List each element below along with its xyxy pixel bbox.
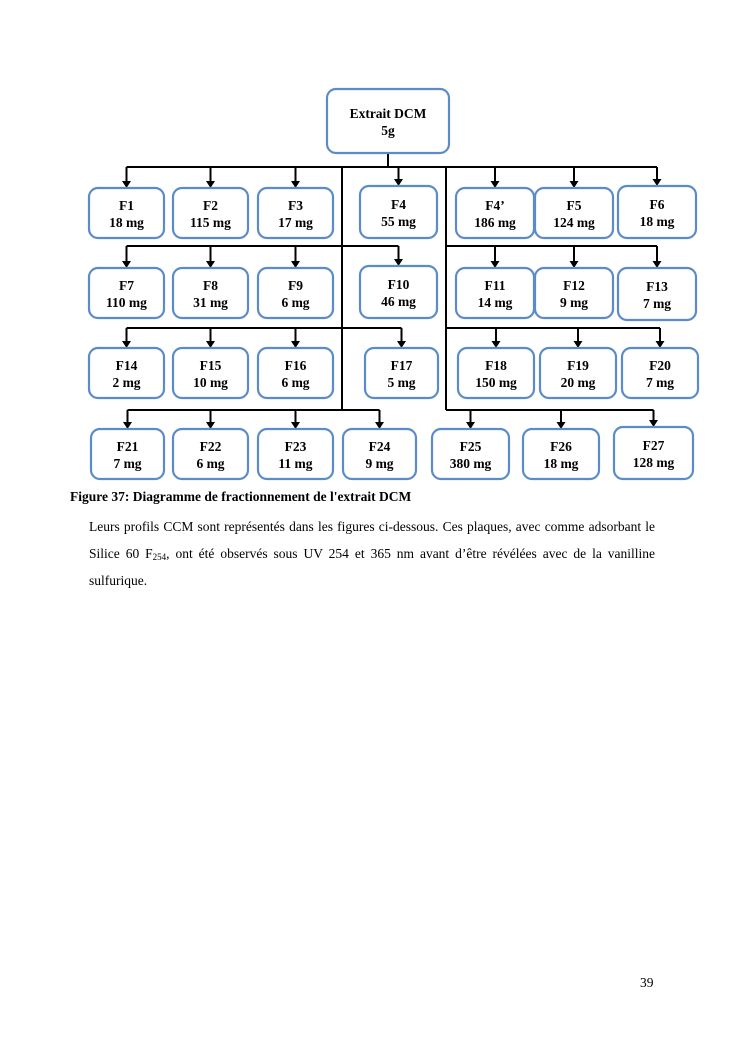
node-amount: 6 mg (281, 375, 310, 390)
node-f10 (360, 266, 437, 318)
node-label: F8 (203, 278, 218, 293)
node-f25 (432, 429, 509, 479)
node-label: F4’ (485, 198, 505, 213)
node-box (622, 348, 698, 398)
node-amount: 17 mg (278, 215, 313, 230)
node-box (540, 348, 616, 398)
node-f15 (173, 348, 248, 398)
node-label: F24 (368, 439, 391, 454)
node-label: F15 (199, 358, 222, 373)
node-label: F21 (116, 439, 139, 454)
node-label: F2 (203, 198, 218, 213)
node-f3 (258, 188, 333, 238)
node-amount: 11 mg (278, 456, 313, 471)
node-box (360, 186, 437, 238)
node-f22 (173, 429, 248, 479)
node-amount: 2 mg (112, 375, 141, 390)
paragraph-text-part1: Leurs profils CCM sont représentés dans les figures ci-dessous. Ces plaques, avec comme adsorbant le Silice 60 F (89, 519, 655, 561)
node-box (258, 188, 333, 238)
node-box (258, 268, 333, 318)
node-amount: 380 mg (449, 456, 492, 471)
node-f17 (365, 348, 438, 398)
paragraph-text-part2: , ont été observés sous UV 254 et 365 nm avant d’être révélées avec de la vanilline sulfurique. (89, 546, 655, 588)
node-box (360, 266, 437, 318)
node-label: F14 (115, 358, 138, 373)
node-f6 (618, 186, 696, 238)
node-amount: 20 mg (560, 375, 596, 390)
node-amount: 128 mg (632, 455, 675, 470)
node-box (327, 89, 449, 153)
node-f12 (535, 268, 613, 318)
node-label: F4 (391, 197, 406, 212)
node-amount: 7 mg (113, 456, 142, 471)
node-label: F6 (649, 197, 665, 212)
node-label: F7 (119, 278, 134, 293)
node-amount: 7 mg (642, 296, 672, 311)
node-box (432, 429, 509, 479)
node-box (173, 429, 248, 479)
node-amount: 6 mg (281, 295, 310, 310)
node-box (173, 348, 248, 398)
node-label: F20 (649, 358, 671, 373)
node-root (327, 89, 449, 153)
node-amount: 31 mg (193, 295, 228, 310)
node-box (456, 188, 534, 238)
node-box (456, 268, 534, 318)
node-box (535, 188, 613, 238)
node-f11 (456, 268, 534, 318)
node-label: F23 (284, 439, 307, 454)
node-label: F17 (390, 358, 413, 373)
node-box (89, 268, 164, 318)
node-f4-prime (456, 188, 534, 238)
node-label: F5 (566, 198, 582, 213)
node-f7 (89, 268, 164, 318)
node-amount: 9 mg (365, 456, 394, 471)
node-f2 (173, 188, 248, 238)
node-amount: 18 mg (543, 456, 579, 471)
node-label: F16 (284, 358, 307, 373)
node-box (523, 429, 599, 479)
node-amount: 5 mg (387, 375, 416, 390)
node-label: F10 (387, 277, 410, 292)
node-label: F27 (642, 438, 665, 453)
node-amount: 10 mg (193, 375, 228, 390)
node-label: F26 (550, 439, 572, 454)
node-label: F22 (199, 439, 222, 454)
node-amount: 150 mg (475, 375, 517, 390)
node-amount: 6 mg (196, 456, 225, 471)
node-amount: 9 mg (559, 295, 589, 310)
node-label: F9 (288, 278, 303, 293)
node-label: Extrait DCM (349, 106, 427, 121)
node-f24 (343, 429, 416, 479)
node-amount: 46 mg (381, 294, 416, 309)
node-amount: 5g (381, 123, 395, 138)
node-label: F19 (567, 358, 589, 373)
node-box (618, 186, 696, 238)
node-amount: 124 mg (553, 215, 595, 230)
node-f21 (91, 429, 164, 479)
fractionation-diagram (0, 0, 745, 485)
node-box (618, 268, 696, 320)
node-f1 (89, 188, 164, 238)
node-box (89, 348, 164, 398)
node-f18 (458, 348, 534, 398)
node-box (258, 429, 333, 479)
node-f16 (258, 348, 333, 398)
node-amount: 14 mg (477, 295, 513, 310)
node-box (91, 429, 164, 479)
node-box (258, 348, 333, 398)
nodes (89, 89, 698, 479)
node-f20 (622, 348, 698, 398)
node-box (343, 429, 416, 479)
node-box (89, 188, 164, 238)
node-label: F18 (485, 358, 507, 373)
node-amount: 18 mg (639, 214, 675, 229)
node-f27 (614, 427, 693, 479)
node-box (614, 427, 693, 479)
node-label: F3 (288, 198, 303, 213)
node-f9 (258, 268, 333, 318)
node-box (173, 188, 248, 238)
node-amount: 55 mg (381, 214, 416, 229)
node-f26 (523, 429, 599, 479)
page-number: 39 (640, 975, 654, 990)
node-box (365, 348, 438, 398)
node-box (535, 268, 613, 318)
body-paragraph (89, 513, 655, 594)
node-f13 (618, 268, 696, 320)
node-label: F12 (563, 278, 585, 293)
node-f4 (360, 186, 437, 238)
node-label: F13 (646, 279, 668, 294)
node-amount: 115 mg (190, 215, 231, 230)
node-amount: 7 mg (645, 375, 675, 390)
node-f5 (535, 188, 613, 238)
node-label: F25 (459, 439, 482, 454)
node-box (458, 348, 534, 398)
node-f14 (89, 348, 164, 398)
node-f23 (258, 429, 333, 479)
figure-caption: Figure 37: Diagramme de fractionnement de l'extrait DCM (70, 489, 412, 504)
node-box (173, 268, 248, 318)
node-amount: 18 mg (109, 215, 144, 230)
node-amount: 186 mg (474, 215, 516, 230)
node-f19 (540, 348, 616, 398)
paragraph-subscript: 254 (152, 552, 167, 562)
node-label: F1 (119, 198, 134, 213)
node-label: F11 (484, 278, 506, 293)
node-f8 (173, 268, 248, 318)
node-amount: 110 mg (106, 295, 147, 310)
